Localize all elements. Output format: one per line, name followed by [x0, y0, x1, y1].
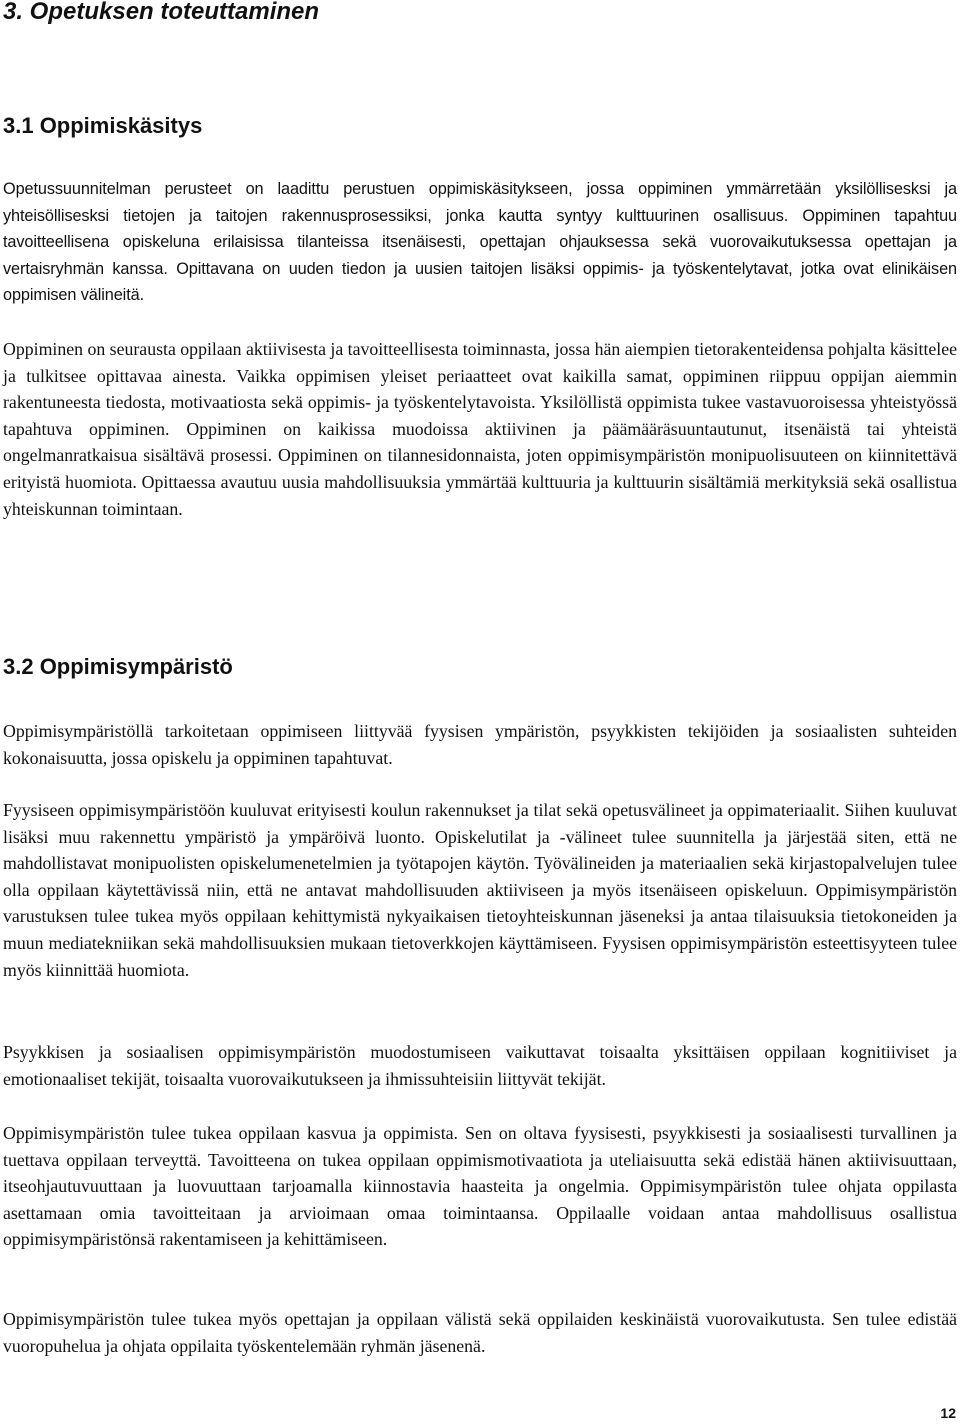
section-heading-oppimiskasitys: 3.1 Oppimiskäsitys — [3, 113, 203, 138]
paragraph-oppimisymparisto-1: Oppimisympäristöllä tarkoitetaan oppimiseen liittyvää fyysisen ympäristön, psyykkisten tekijöiden ja sosiaalisten suhteiden kokonaisuutta, jossa opiskelu ja oppiminen tapahtuvat. — [3, 721, 957, 768]
chapter-heading: 3. Opetuksen toteuttaminen — [3, 0, 320, 25]
paragraph-oppimisymparisto-5: Oppimisympäristön tulee tukea myös opettajan ja oppilaan välistä sekä oppilaiden keskinäistä vuorovaikutusta. Sen tulee edistää vuoropuhelua ja ohjata oppilaita työskentelemään ryhmän jäsenenä. — [3, 1309, 957, 1356]
paragraph-oppimisymparisto-3: Psyykkisen ja sosiaalisen oppimisympäristön muodostumiseen vaikuttavat toisaalta yksittäisen oppilaan kognitiiviset ja emotionaaliset tekijät, toisaalta vuorovaikutukseen ja ihmissuhteisiin liittyvät tekijät. — [3, 1042, 957, 1089]
paragraph-oppimisymparisto-4: Oppimisympäristön tulee tukea oppilaan kasvua ja oppimista. Sen on oltava fyysisesti, psyykkisesti ja sosiaalisesti turvallinen ja tuettava oppilaan terveyttä. Tavoitteena on tukea oppilaan oppimismotivaatiota ja uteliaisuutta sekä edistää hänen aktiivisuuttaan, itseohjautuvuuttaan ja luovuuttaan tarjoamalla kiinnostavia haasteita ja ongelmia. Oppimisympäristön tulee ohjata oppilasta asettamaan omia tavoitteitaan ja arvioimaan omaa toimintaansa. Oppilaalle voidaan antaa mahdollisuus osallistua oppimisympäristönsä rakentamiseen ja kehittämiseen. — [3, 1123, 957, 1250]
paragraph-oppimiskasitys-2: Oppiminen on seurausta oppilaan aktiivisesta ja tavoitteellisesta toiminnasta, jossa hän aiempien tietorakenteidensa pohjalta käsittelee ja tulkitsee opittavaa ainesta. Vaikka oppimisen yleiset periaatteet ovat kaikilla samat, oppiminen riippuu oppijan aiemmin rakentuneesta tiedosta, motivaatiosta sekä oppimis- ja työskentelytavoista. Yksilöllistä oppimista tukee vastavuoroisessa yhteistyössä tapahtuva oppiminen. Oppiminen on kaikissa muodoissa aktiivinen ja päämääräsuuntautunut, itsenäistä tai yhteistä ongelmanratkaisua sisältävä prosessi. Oppiminen on tilannesidonnaista, joten oppimisympäristön monipuolisuuteen on kiinnitettävä erityistä huomiota. Opittaessa avautuu uusia mahdollisuuksia ymmärtää kulttuuria ja kulttuurin sisältämiä merkityksiä sekä osallistua yhteiskunnan toimintaan. — [3, 339, 957, 519]
section-heading-oppimisymparisto: 3.2 Oppimisympäristö — [3, 654, 233, 679]
paragraph-oppimisymparisto-2: Fyysiseen oppimisympäristöön kuuluvat erityisesti koulun rakennukset ja tilat sekä opetusvälineet ja oppimateriaalit. Siihen kuuluvat lisäksi muu rakennettu ympäristö ja ympäröivä luonto. Opiskelutilat ja -välineet tulee suunnitella ja järjestää siten, että ne mahdollistavat monipuolisten opiskelumenetelmien ja työtapojen käytön. Työvälineiden ja materiaalien sekä kirjastopalvelujen tulee olla oppilaan käytettävissä niin, että ne antavat mahdollisuuden aktiiviseen ja myös itsenäiseen opiskeluun. Oppimisympäristön varustuksen tulee tukea myös oppilaan kehittymistä nykyaikaisen tietoyhteiskunnan jäseneksi ja antaa tilaisuuksia tietokoneiden ja muun mediatekniikan sekä mahdollisuuksien mukaan tietoverkkojen käyttämiseen. Fyysisen oppimisympäristön esteettisyyteen tulee myös kiinnittää huomiota. — [3, 800, 957, 980]
paragraph-oppimiskasitys-1: Opetussuunnitelman perusteet on laadittu perustuen oppimiskäsitykseen, jossa oppiminen ymmärretään yksilöllisesksi ja yhteisöllisesksi tietojen ja taitojen rakennusprosessiksi, jonka kautta syntyy kulttuurinen osallisuus. Oppiminen tapahtuu tavoitteellisena opiskeluna erilaisissa tilanteissa itsenäisesti, opettajan ohjauksessa sekä vuorovaikutuksessa opettajan ja vertaisryhmän kanssa. Opittavana on uuden tiedon ja uusien taitojen lisäksi oppimis- ja työskentelytavat, jotka ovat elinikäisen oppimisen välineitä. — [3, 180, 957, 305]
page-number: 12 — [940, 1405, 956, 1421]
